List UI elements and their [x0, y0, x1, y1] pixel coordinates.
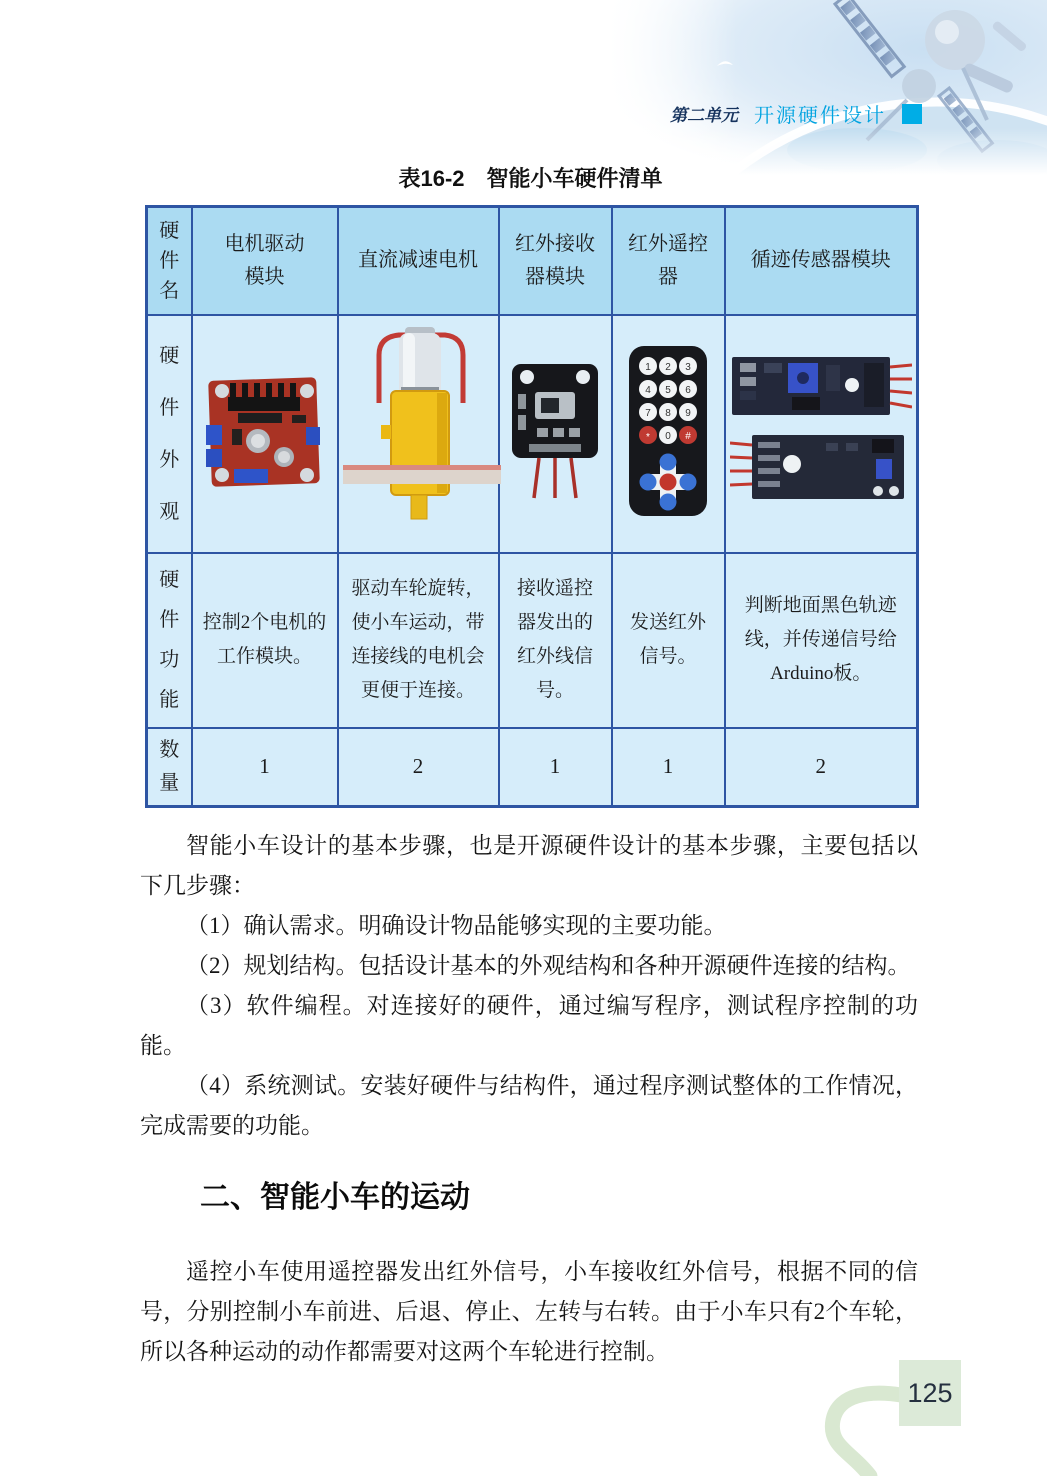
cell-quantity-tracking-sensor: 2: [725, 728, 918, 807]
cell-photo-tracking-sensors: [725, 315, 918, 553]
page-header: [670, 99, 922, 128]
svg-text:7: 7: [645, 408, 651, 419]
svg-text:2: 2: [665, 362, 671, 373]
svg-text:0: 0: [665, 431, 671, 442]
cell-function-ir-receiver: 接收遥控器发出的红外线信号。: [499, 553, 612, 728]
col-header-motor-driver: 电机驱动模块: [192, 207, 338, 315]
table-caption: 表16-2 智能小车硬件清单: [398, 166, 663, 191]
paragraph-step-2: （2）规划结构。包括设计基本的外观结构和各种开源硬件连接的结构。: [186, 953, 911, 978]
svg-text:*: *: [646, 432, 650, 443]
cell-photo-ir-receiver: [499, 315, 612, 553]
page-number: 125: [899, 1360, 961, 1426]
row-label-quantity: 数量: [147, 728, 192, 807]
cell-photo-dc-gear-motor: [338, 315, 499, 553]
section-heading: 二、智能小车的运动: [200, 1181, 470, 1214]
svg-text:3: 3: [685, 362, 691, 373]
cell-function-tracking-sensor: 判断地面黑色轨迹线，并传递信号给Arduino板。: [725, 553, 918, 728]
cell-photo-ir-remote: [612, 315, 725, 553]
motor-driver-board-photo: [204, 367, 326, 495]
row-label-hardware-name: 硬件名: [147, 207, 192, 315]
line-tracking-sensor-modules-photo: [730, 351, 912, 511]
cell-photo-motor-driver: [192, 315, 338, 553]
paragraph-step-4: （4）系统测试。安装好硬件与结构件，通过程序测试整体的工作情况，完成需要的功能。: [140, 1073, 918, 1138]
svg-text:4: 4: [645, 385, 651, 396]
row-label-appearance: 硬件外观: [147, 315, 192, 553]
row-label-function: 硬件功能: [147, 553, 192, 728]
header-accent-square: [902, 104, 922, 124]
cell-quantity-ir-receiver: 1: [499, 728, 612, 807]
col-header-ir-receiver: 红外接收器模块: [499, 207, 612, 315]
cell-function-motor-driver: 控制2个电机的工作模块。: [192, 553, 338, 728]
cell-quantity-dc-gear-motor: 2: [338, 728, 499, 807]
cell-function-ir-remote: 发送红外信号。: [612, 553, 725, 728]
ir-receiver-module-photo: [507, 362, 603, 500]
dc-gear-motor-photo: [341, 325, 503, 537]
paragraph-step-1: （1）确认需求。明确设计物品能够实现的主要功能。: [186, 913, 727, 938]
satellite-earth-artwork: [607, 0, 1047, 175]
ir-remote-control-photo: [626, 344, 710, 518]
svg-text:9: 9: [685, 408, 691, 419]
paragraph-steps-intro: 智能小车设计的基本步骤，也是开源硬件设计的基本步骤，主要包括以下几步骤：: [140, 833, 918, 898]
svg-text:1: 1: [645, 362, 651, 373]
paragraph-car-motion: 遥控小车使用遥控器发出红外信号，小车接收红外信号，根据不同的信号，分别控制小车前进、后退、停止、左转与右转。由于小车只有2个车轮，所以各种运动的动作都需要对这两个车轮进行控制。: [140, 1259, 918, 1364]
col-header-tracking-sensor: 循迹传感器模块: [725, 207, 918, 315]
svg-text:#: #: [685, 431, 691, 442]
body-text: [140, 826, 918, 1372]
svg-text:8: 8: [665, 408, 671, 419]
col-header-ir-remote: 红外遥控器: [612, 207, 725, 315]
hardware-table: [145, 205, 919, 808]
cell-quantity-ir-remote: 1: [612, 728, 725, 807]
svg-text:5: 5: [665, 385, 671, 396]
page-content: [140, 162, 920, 1372]
cell-quantity-motor-driver: 1: [192, 728, 338, 807]
col-header-dc-gear-motor: 直流减速电机: [338, 207, 499, 315]
cell-function-dc-gear-motor: 驱动车轮旋转，使小车运动，带连接线的电机会更便于连接。: [338, 553, 499, 728]
unit-label: 第二单元: [670, 106, 738, 125]
unit-title: 开源硬件设计: [754, 105, 886, 127]
svg-text:6: 6: [685, 385, 691, 396]
paragraph-step-3: （3）软件编程。对连接好的硬件，通过编写程序，测试程序控制的功能。: [140, 993, 918, 1058]
